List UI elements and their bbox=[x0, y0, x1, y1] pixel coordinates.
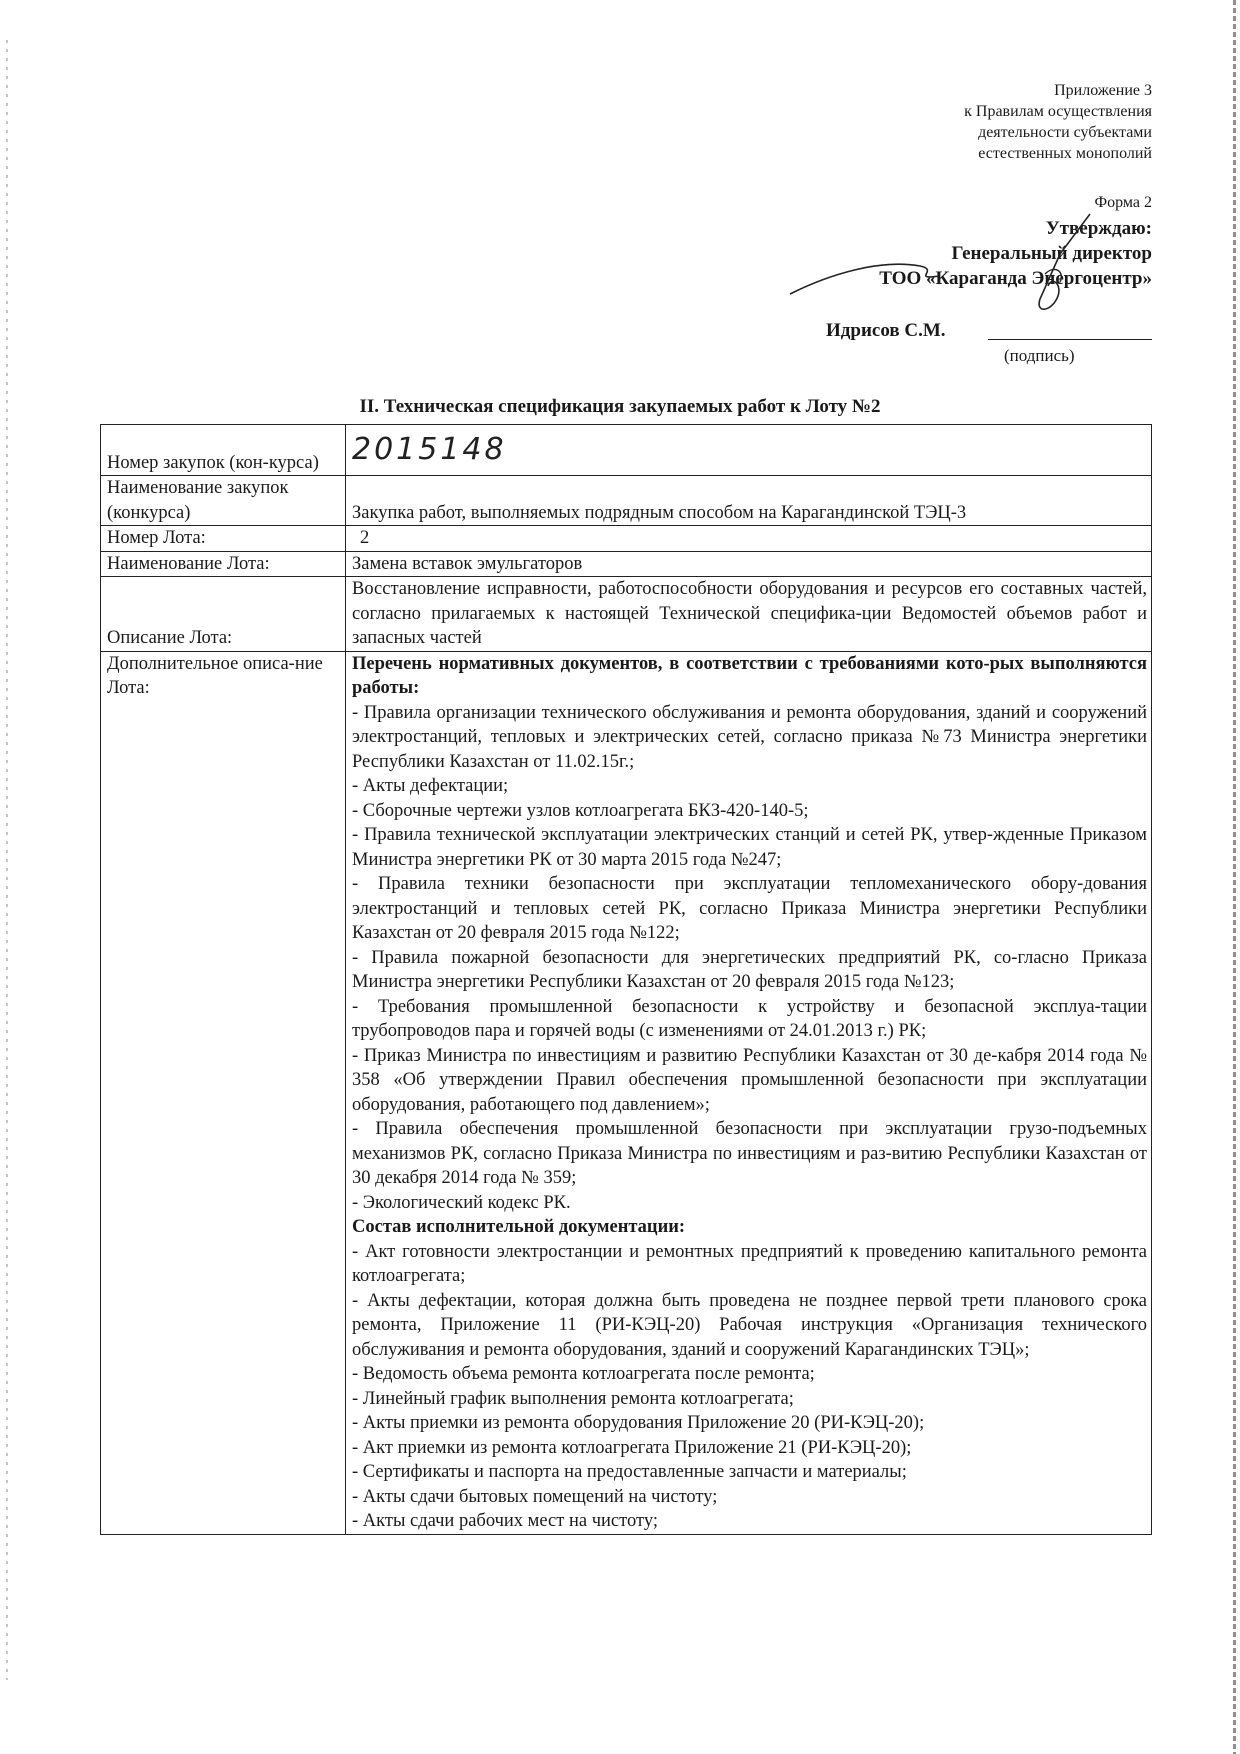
list-item: - Ведомость объема ремонта котлоагрегата после ремонта; bbox=[352, 1364, 815, 1384]
list-item: - Правила пожарной безопасности для энергетических предприятий РК, со-гласно Приказа Министра энергетики Республики Казахстан от 20 февраля 2015 года №123; bbox=[352, 947, 1147, 992]
row-label: Дополнительное описа-ние Лота: bbox=[101, 651, 346, 1534]
list-item: - Правила организации технического обслуживания и ремонта оборудования, зданий и сооружений электростанций, тепловых и электрических сетей, согласно приказа №73 Министра энергетики Республики Казахстан от 11.02.15г.; bbox=[352, 702, 1147, 772]
scan-edge-left bbox=[6, 40, 8, 1680]
table-row bbox=[101, 551, 1152, 577]
appendix-note bbox=[964, 80, 1152, 164]
approval-line: Генеральный директор bbox=[951, 243, 1152, 264]
row-label: Номер закупок (кон-курса) bbox=[101, 425, 346, 476]
list-item: - Акты сдачи рабочих мест на чистоту; bbox=[352, 1511, 658, 1531]
list-item: - Правила обеспечения промышленной безопасности при эксплуатации грузо-подъемных механизмов РК, согласно Приказа Министра по инвестициям и раз-витию Республики Казахстан от 30 декабря 2014 года № 359; bbox=[352, 1119, 1147, 1188]
procurement-number: 2015148 bbox=[346, 425, 1152, 476]
lot-number: 2 bbox=[346, 526, 1152, 552]
list-item: - Правила технической эксплуатации электрических станций и сетей РК, утвер-жденные Приказом Министра энергетики РК от 30 марта 2015 года №247; bbox=[352, 825, 1147, 870]
specification-table bbox=[100, 424, 1152, 1535]
appendix-line: Приложение 3 bbox=[1054, 82, 1152, 99]
row-label: Описание Лота: bbox=[101, 577, 346, 652]
lot-name: Замена вставок эмульгаторов bbox=[346, 551, 1152, 577]
lot-additional-description bbox=[346, 651, 1152, 1534]
signer-name: Идрисов С.М. bbox=[826, 320, 946, 341]
lot-description: Восстановление исправности, работоспособности оборудования и ресурсов его составных частей, согласно прилагаемых к настоящей Технической специфика-ции Ведомостей объемов работ и запасных частей bbox=[346, 577, 1152, 652]
list-item: - Акты приемки из ремонта оборудования Приложение 20 (РИ-КЭЦ-20); bbox=[352, 1413, 925, 1433]
list-item: - Акты дефектации, которая должна быть проведена не позднее первой трети планового срока ремонта, Приложение 11 (РИ-КЭЦ-20) Рабочая инструкция «Организация технического обслуживания и ремонта оборудования, зданий и сооружений Карагандинских ТЭЦ»; bbox=[352, 1290, 1147, 1360]
list-item: - Сертификаты и паспорта на предоставленные запчасти и материалы; bbox=[352, 1462, 907, 1482]
list-item: - Приказ Министра по инвестициям и развитию Республики Казахстан от 30 де-кабря 2014 года № 358 «Об утверждении Правил обеспечения промышленной безопасности при эксплуатации оборудования, работающего под давлением»; bbox=[352, 1045, 1147, 1115]
list-item: - Экологический кодекс РК. bbox=[352, 1192, 571, 1213]
table-row bbox=[101, 476, 1152, 526]
list-item: - Правила техники безопасности при эксплуатации тепломеханического обору-дования электростанций и тепловых сетей РК, согласно Приказа Министра энергетики Республики Казахстан от 20 февраля 2015 года №122; bbox=[352, 874, 1147, 943]
table-row bbox=[101, 651, 1152, 1534]
appendix-line: деятельности субъектами bbox=[978, 124, 1152, 141]
table-row bbox=[101, 425, 1152, 476]
list-item: - Акты дефектации; bbox=[352, 776, 509, 796]
list-item: - Акты сдачи бытовых помещений на чистоту; bbox=[352, 1486, 718, 1507]
list-item: - Акт готовности электростанции и ремонтных предприятий к проведению капитального ремонта котлоагрегата; bbox=[352, 1241, 1147, 1286]
table-row bbox=[101, 526, 1152, 552]
row-label: Номер Лота: bbox=[101, 526, 346, 552]
approval-line: ТОО «Караганда Энергоцентр» bbox=[879, 268, 1152, 289]
list-item: - Акт приемки из ремонта котлоагрегата Приложение 21 (РИ-КЭЦ-20); bbox=[352, 1437, 912, 1458]
list-item: - Сборочные чертежи узлов котлоагрегата БКЗ-420-140-5; bbox=[352, 800, 809, 821]
appendix-line: естественных монополий bbox=[978, 145, 1152, 162]
signature-line bbox=[988, 339, 1152, 340]
section-title: II. Техническая спецификация закупаемых работ к Лоту №2 bbox=[359, 396, 881, 417]
signature-caption: (подпись) bbox=[1004, 346, 1075, 365]
procurement-name: Закупка работ, выполняемых подрядным способом на Карагандинской ТЭЦ-3 bbox=[346, 476, 1152, 526]
row-label: Наименование закупок (конкурса) bbox=[101, 476, 346, 526]
approval-line: Утверждаю: bbox=[1045, 218, 1152, 239]
list-item: - Требования промышленной безопасности к устройству и безопасной эксплуа-тации трубопроводов пара и горячей воды (с изменениями от 24.01.2013 г.) РК; bbox=[352, 996, 1147, 1041]
docs-heading: Состав исполнительной документации: bbox=[352, 1217, 686, 1237]
appendix-line: к Правилам осуществления bbox=[964, 103, 1152, 120]
form-label: Форма 2 bbox=[1094, 194, 1152, 211]
list-item: - Линейный график выполнения ремонта котлоагрегата; bbox=[352, 1388, 794, 1409]
row-label: Наименование Лота: bbox=[101, 551, 346, 577]
normative-heading: Перечень нормативных документов, в соответствии с требованиями кото-рых выполняются работы: bbox=[352, 653, 1147, 698]
scan-edge-right bbox=[1233, 0, 1236, 1754]
handwritten-signature bbox=[790, 214, 1160, 320]
table-row bbox=[101, 577, 1152, 652]
